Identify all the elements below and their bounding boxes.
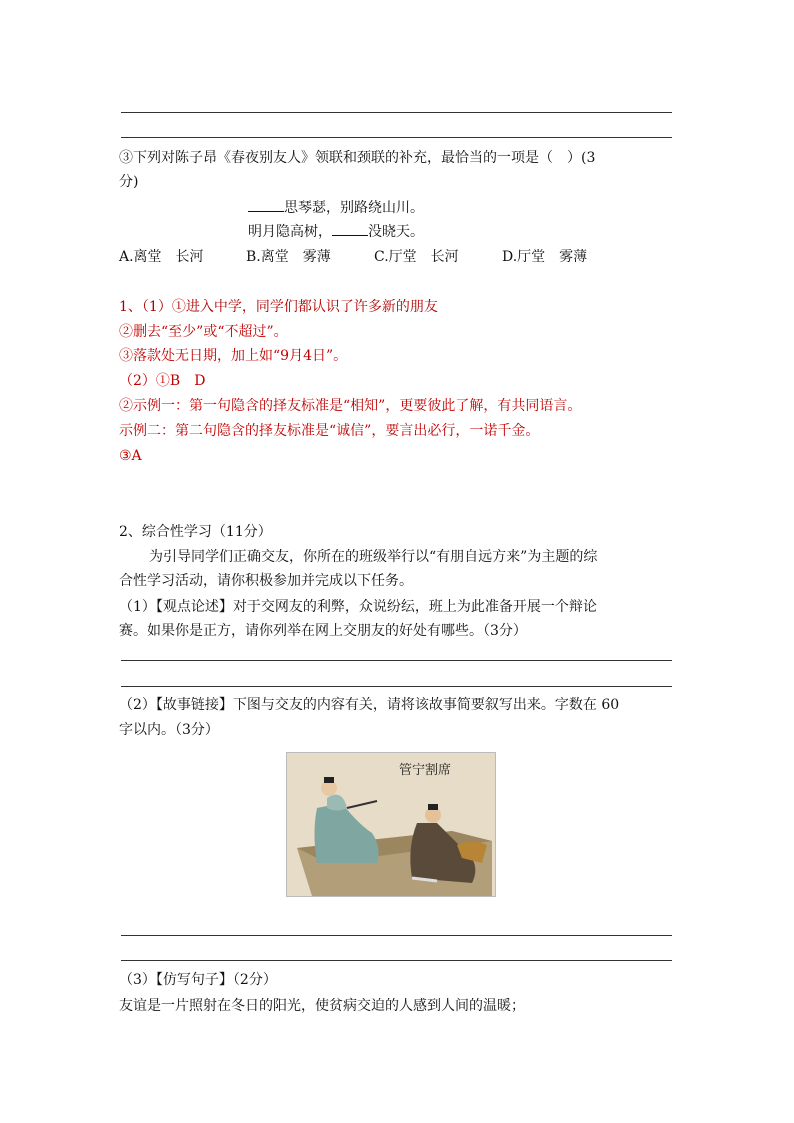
answer-line bbox=[121, 935, 672, 936]
answer-6: 示例二：第二句隐含的择友标准是“诚信”，要言出必行，一诺千金。 bbox=[119, 423, 540, 439]
answer-3: ③落款处无日期，加上如“9月4日”。 bbox=[119, 348, 348, 364]
answer-7: ③A bbox=[119, 448, 142, 464]
part-1-prompt: （1）【观点论述】对于交网友的利弊，众说纷纭，班上为此准备开展一个辩论 bbox=[119, 599, 597, 615]
poem-line-1: 思琴瑟，别路绕山川。 bbox=[248, 197, 424, 219]
options-row bbox=[119, 246, 587, 268]
answer-1: 1、（1）①进入中学，同学们都认识了许多新的朋友 bbox=[119, 299, 438, 315]
answer-line bbox=[121, 960, 672, 961]
answer-line bbox=[121, 660, 672, 661]
option-c[interactable]: C.厅堂 长河 bbox=[374, 249, 459, 265]
painting-title: 管宁割席 bbox=[399, 763, 452, 778]
question-3: ③下列对陈子昂《春夜别友人》领联和颈联的补充，最恰当的一项是（ ）(3 bbox=[119, 150, 596, 166]
part-1-prompt-cont: 赛。如果你是正方，请你列举在网上交朋友的好处有哪些。（3分） bbox=[119, 623, 527, 639]
poem-line-2: 明月隐高树， 没晓天。 bbox=[248, 221, 424, 243]
blank-2[interactable] bbox=[332, 221, 368, 236]
blank-1[interactable] bbox=[248, 197, 284, 212]
answer-line bbox=[121, 686, 672, 687]
answer-line bbox=[121, 137, 672, 138]
question-3-cont: 分) bbox=[119, 174, 139, 190]
section-2-intro: 为引导同学们正确交友，你所在的班级举行以“有朋自远方来”为主题的综 bbox=[149, 549, 598, 565]
answer-line bbox=[121, 112, 672, 113]
painting-illustration bbox=[287, 753, 495, 896]
part-2-prompt-cont: 字以内。（3分） bbox=[119, 722, 219, 738]
answer-5: ②示例一：第一句隐含的择友标准是“相知”，更要彼此了解，有共同语言。 bbox=[119, 398, 582, 414]
option-d[interactable]: D.厅堂 雾薄 bbox=[502, 249, 588, 265]
option-b[interactable]: B.离堂 雾薄 bbox=[246, 249, 331, 265]
section-2-intro-cont: 合性学习活动，请你积极参加并完成以下任务。 bbox=[119, 573, 413, 589]
answer-2: ②删去“至少”或“不超过”。 bbox=[119, 324, 288, 340]
option-a[interactable]: A.离堂 长河 bbox=[119, 249, 204, 265]
part-3-heading: （3）【仿写句子】（2分） bbox=[119, 972, 277, 988]
section-2-heading: 2、综合性学习（11分） bbox=[119, 524, 272, 540]
story-painting bbox=[286, 752, 496, 897]
part-2-prompt: （2）【故事链接】下图与交友的内容有关，请将该故事简要叙写出来。字数在 60 bbox=[119, 697, 620, 713]
part-3-sentence: 友谊是一片照射在冬日的阳光，使贫病交迫的人感到人间的温暖； bbox=[119, 998, 525, 1014]
answer-4: （2）①B D bbox=[119, 373, 206, 389]
